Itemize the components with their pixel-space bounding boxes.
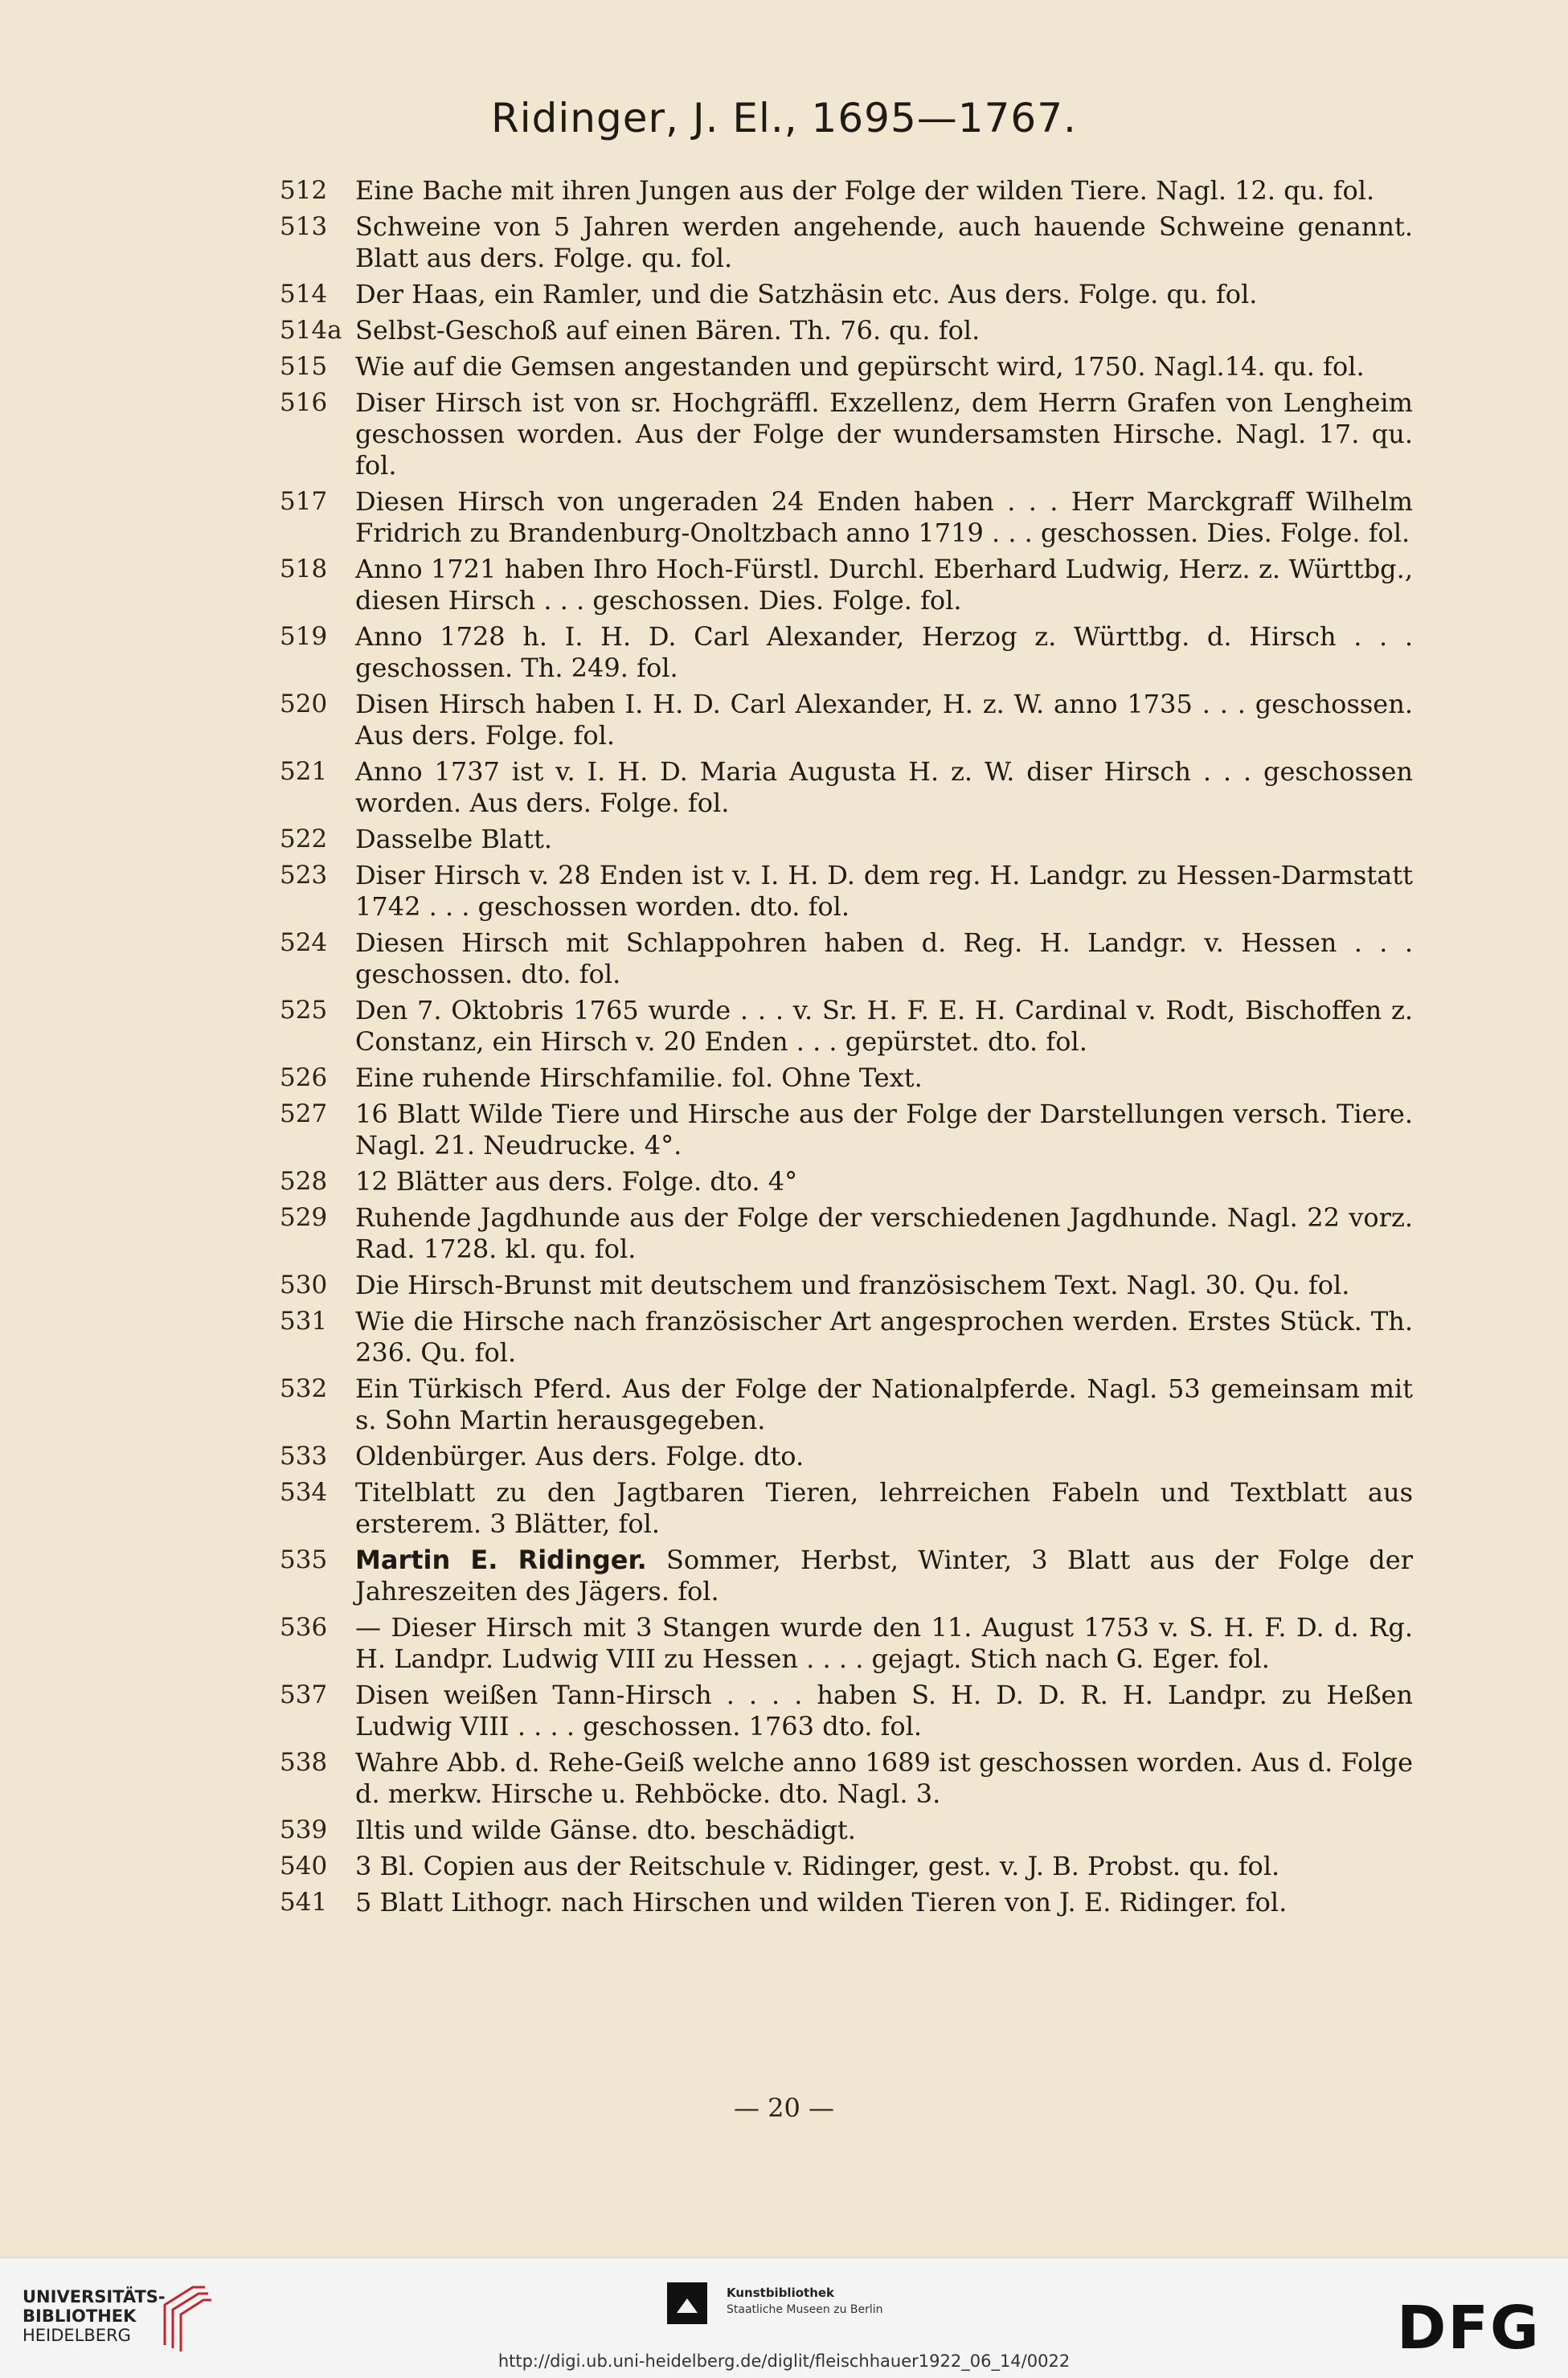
entry-number: 520 <box>280 690 328 718</box>
entry-text: 3 Bl. Copien aus der Reitschule v. Ridinger, gest. v. J. B. Probst. qu. fol. <box>355 1851 1280 1881</box>
entry-text <box>355 1545 1413 1607</box>
catalog-entries <box>280 175 1413 1923</box>
entry-text: Diser Hirsch ist von sr. Hochgräffl. Exzellenz, dem Herrn Grafen von Lengheim geschossen worden. Aus der Folge der wundersamsten Hirsche. Nagl. 17. qu. fol. <box>355 387 1413 481</box>
catalog-entry <box>280 486 1413 549</box>
ub-logo-icon <box>157 2281 213 2353</box>
catalog-entry <box>280 1747 1413 1810</box>
entry-number: 522 <box>280 825 328 853</box>
catalog-entry <box>280 927 1413 990</box>
entry-text: Disen weißen Tann-Hirsch . . . . haben S. H. D. D. R. H. Landpr. zu Heßen Ludwig VIII . . . . geschossen. 1763 dto. fol. <box>355 1680 1413 1742</box>
catalog-entry <box>280 279 1413 310</box>
entry-text: Anno 1728 h. I. H. D. Carl Alexander, Herzog z. Württbg. d. Hirsch . . . geschossen. Th. 249. fol. <box>355 621 1413 683</box>
ub-heidelberg-logo[interactable] <box>23 2287 166 2345</box>
ub-line-3: HEIDELBERG <box>23 2326 131 2345</box>
entry-text: Oldenbürger. Aus ders. Folge. dto. <box>355 1441 804 1471</box>
entry-number: 541 <box>280 1888 328 1917</box>
catalog-entry <box>280 351 1413 383</box>
entry-text: Diesen Hirsch von ungeraden 24 Enden haben . . . Herr Marckgraff Wilhelm Fridrich zu Brandenburg-Onoltzbach anno 1719 . . . geschossen. Dies. Folge. fol. <box>355 486 1413 548</box>
entry-number: 514 <box>280 280 328 309</box>
source-url[interactable]: http://digi.ub.uni-heidelberg.de/diglit/fleischhauer1922_06_14/0022 <box>497 2351 1071 2371</box>
entry-number: 521 <box>280 757 328 786</box>
entry-number: 516 <box>280 388 328 417</box>
entry-text: Schweine von 5 Jahren werden angehende, auch hauende Schweine genannt. Blatt aus ders. Folge. qu. fol. <box>355 211 1413 273</box>
catalog-entry <box>280 1270 1413 1301</box>
entry-text: Eine ruhende Hirschfamilie. fol. Ohne Text. <box>355 1062 923 1093</box>
entry-text: Ein Türkisch Pferd. Aus der Folge der Nationalpferde. Nagl. 53 gemeinsam mit s. Sohn Martin herausgegeben. <box>355 1373 1413 1435</box>
entry-number: 512 <box>280 176 328 205</box>
entry-text: Diser Hirsch v. 28 Enden ist v. I. H. D. dem reg. H. Landgr. zu Hessen-Darmstatt 1742 . . . geschossen worden. dto. fol. <box>355 860 1413 922</box>
catalog-entry <box>280 860 1413 923</box>
entry-text: 5 Blatt Lithogr. nach Hirschen und wilden Tieren von J. E. Ridinger. fol. <box>355 1887 1288 1918</box>
catalog-entry <box>280 1545 1413 1607</box>
catalog-entry <box>280 1441 1413 1472</box>
kunstbibliothek-logo[interactable] <box>667 2282 908 2331</box>
entry-number: 528 <box>280 1167 328 1196</box>
ub-line-2: BIBLIOTHEK <box>23 2306 137 2326</box>
catalog-entry <box>280 1373 1413 1436</box>
entry-text: Wahre Abb. d. Rehe-Geiß welche anno 1689 ist geschossen worden. Aus d. Folge d. merkw. Hirsche u. Rehböcke. dto. Nagl. 3. <box>355 1747 1413 1809</box>
catalog-entry <box>280 175 1413 207</box>
ub-line-1: UNIVERSITÄTS- <box>23 2287 166 2306</box>
catalog-entry <box>280 1851 1413 1882</box>
entry-text: 12 Blätter aus ders. Folge. dto. 4° <box>355 1166 798 1197</box>
entry-text: 16 Blatt Wilde Tiere und Hirsche aus der Folge der Darstellungen versch. Tiere. Nagl. 21. Neudrucke. 4°. <box>355 1099 1413 1160</box>
catalog-entry <box>280 1887 1413 1918</box>
catalog-entry <box>280 756 1413 819</box>
entry-number: 531 <box>280 1307 328 1336</box>
entry-number: 530 <box>280 1271 328 1300</box>
catalog-entry <box>280 1062 1413 1094</box>
entry-number: 535 <box>280 1545 328 1574</box>
page-number: — 20 — <box>733 2093 835 2123</box>
entry-number: 540 <box>280 1852 328 1881</box>
dfg-logo[interactable]: DFG <box>1397 2294 1541 2363</box>
entry-text: Iltis und wilde Gänse. dto. beschädigt. <box>355 1815 856 1845</box>
catalog-entry <box>280 1306 1413 1369</box>
entry-text: Disen Hirsch haben I. H. D. Carl Alexander, H. z. W. anno 1735 . . . geschossen. Aus ders. Folge. fol. <box>355 689 1413 751</box>
entry-text: Anno 1737 ist v. I. H. D. Maria Augusta H. z. W. diser Hirsch . . . geschossen worden. Aus ders. Folge. fol. <box>355 756 1413 818</box>
entry-text: Titelblatt zu den Jagtbaren Tieren, lehrreichen Fabeln und Textblatt aus ersterem. 3 Blätter, fol. <box>355 1477 1413 1539</box>
entry-number: 537 <box>280 1680 328 1709</box>
catalog-entry <box>280 1477 1413 1540</box>
entry-number: 525 <box>280 996 328 1025</box>
catalog-entry <box>280 824 1413 855</box>
entry-number: 534 <box>280 1478 328 1507</box>
entry-artist: Martin E. Ridinger. <box>355 1545 647 1575</box>
catalog-entry <box>280 1680 1413 1742</box>
entry-text: Selbst-Geschoß auf einen Bären. Th. 76. qu. fol. <box>355 315 981 346</box>
footer-bar <box>0 2257 1568 2378</box>
catalog-entry <box>280 1202 1413 1265</box>
catalog-entry <box>280 1166 1413 1197</box>
entry-number: 514a <box>280 316 342 345</box>
catalog-entry <box>280 315 1413 346</box>
catalog-entry <box>280 621 1413 684</box>
kunstbibliothek-icon <box>667 2282 707 2324</box>
entry-number: 519 <box>280 622 328 651</box>
entry-description: Sommer, Herbst, Winter, 3 Blatt aus der Folge der Jahreszeiten des Jägers. fol. <box>355 1545 1414 1606</box>
entry-text: Anno 1721 haben Ihro Hoch-Fürstl. Durchl. Eberhard Ludwig, Herz. z. Württbg., diesen Hirsch . . . geschossen. Dies. Folge. fol. <box>355 554 1413 616</box>
catalog-entry <box>280 1815 1413 1846</box>
entry-number: 518 <box>280 555 328 583</box>
catalog-entry <box>280 554 1413 616</box>
entry-number: 536 <box>280 1613 328 1642</box>
entry-number: 532 <box>280 1374 328 1403</box>
entry-number: 517 <box>280 487 328 516</box>
entry-number: 523 <box>280 861 328 890</box>
entry-number: 529 <box>280 1203 328 1232</box>
catalog-entry <box>280 211 1413 274</box>
entry-text: Diesen Hirsch mit Schlappohren haben d. Reg. H. Landgr. v. Hessen . . . geschossen. dto. fol. <box>355 927 1413 989</box>
entry-text: Wie auf die Gemsen angestanden und gepürscht wird, 1750. Nagl.14. qu. fol. <box>355 351 1365 382</box>
kb-subtitle: Staatliche Museen zu Berlin <box>727 2303 883 2316</box>
catalog-entry <box>280 995 1413 1058</box>
entry-number: 538 <box>280 1748 328 1777</box>
entry-text: Dasselbe Blatt. <box>355 824 553 854</box>
entry-number: 539 <box>280 1815 328 1844</box>
entry-text: Die Hirsch-Brunst mit deutschem und französischem Text. Nagl. 30. Qu. fol. <box>355 1270 1350 1300</box>
entry-text: Ruhende Jagdhunde aus der Folge der verschiedenen Jagdhunde. Nagl. 22 vorz. Rad. 1728. kl. qu. fol. <box>355 1202 1413 1264</box>
entry-text: Der Haas, ein Ramler, und die Satzhäsin etc. Aus ders. Folge. qu. fol. <box>355 279 1258 309</box>
entry-text: Eine Bache mit ihren Jungen aus der Folge der wilden Tiere. Nagl. 12. qu. fol. <box>355 175 1375 206</box>
entry-number: 526 <box>280 1063 328 1092</box>
kb-title: Kunstbibliothek <box>727 2286 835 2300</box>
catalog-entry <box>280 387 1413 481</box>
catalog-entry <box>280 1099 1413 1161</box>
entry-text: Den 7. Oktobris 1765 wurde . . . v. Sr. H. F. E. H. Cardinal v. Rodt, Bischoffen z. Constanz, ein Hirsch v. 20 Enden . . . gepürstet. dto. fol. <box>355 995 1413 1057</box>
catalog-entry <box>280 689 1413 751</box>
entry-number: 527 <box>280 1099 328 1128</box>
entry-number: 533 <box>280 1442 328 1471</box>
entry-text: — Dieser Hirsch mit 3 Stangen wurde den 11. August 1753 v. S. H. F. D. d. Rg. H. Landpr. Ludwig VIII zu Hessen . . . . gejagt. Stich nach G. Eger. fol. <box>355 1612 1413 1674</box>
catalog-entry <box>280 1612 1413 1675</box>
entry-text: Wie die Hirsche nach französischer Art angesprochen werden. Erstes Stück. Th. 236. Qu. fol. <box>355 1306 1413 1368</box>
entry-number: 513 <box>280 212 328 241</box>
page-header: Ridinger, J. El., 1695—1767. <box>491 95 1077 141</box>
entry-number: 515 <box>280 352 328 381</box>
entry-number: 524 <box>280 928 328 957</box>
